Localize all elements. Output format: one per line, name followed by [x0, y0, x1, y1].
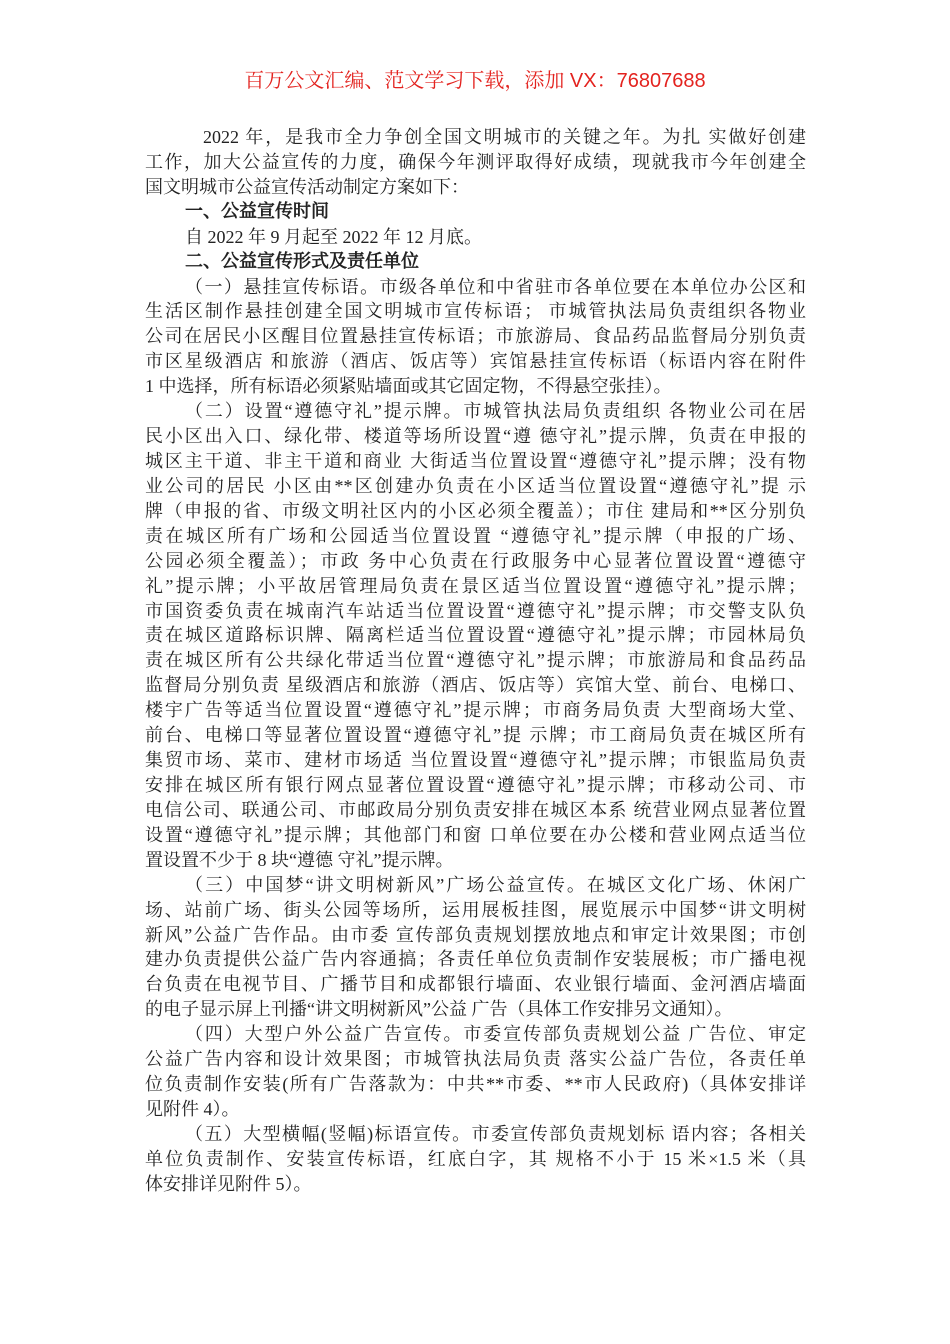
- text-line: 二、公益宣传形式及责任单位: [185, 250, 419, 272]
- text-line: 集贸市场、菜市、建材市场适 当位置设置“遵德守礼”提示牌；市银监局负责: [145, 750, 806, 771]
- text-line: 市国资委负责在城南汽车站适当位置设置“遵德守礼”提示牌；市交警支队负: [145, 600, 806, 621]
- section-heading: [145, 200, 806, 225]
- text-line: 1 中选择，所有标语必须紧贴墙面或其它固定物，不得悬空张挂）。: [145, 376, 672, 397]
- text-line: 生活区制作悬挂创建全国文明城市宣传标语； 市城管执法局负责组织各物业: [145, 301, 806, 322]
- text-line: 责在城区所有广场和公园适当位置设置 “遵德守礼”提示牌（申报的广场、: [145, 525, 806, 546]
- paragraph: [145, 275, 806, 400]
- text-line: 场、站前广场、街头公园等场所，运用展板挂图，展览展示中国梦“讲文明树: [145, 899, 806, 920]
- text-line: 设置“遵德守礼”提示牌；其他部门和窗 口单位要在办公楼和营业网点适当位: [145, 824, 806, 845]
- text-line: 一、公益宣传时间: [185, 200, 329, 222]
- text-line: 体安排详见附件 5）。: [145, 1173, 312, 1194]
- text-line: （二）设置“遵德守礼”提示牌。市城管执法局负责组织 各物业公司在居: [185, 401, 806, 422]
- text-line: 的电子显示屏上刊播“讲文明树新风”公益 广告（具体工作安排另文通知）。: [145, 999, 733, 1020]
- text-line: 楼宇广告等适当位置设置“遵德守礼”提示牌；市商务局负责 大型商场大堂、: [145, 700, 806, 721]
- text-line: 公园必须全覆盖）；市政 务中心负责在行政服务中心显著位置设置“遵德守: [145, 550, 806, 571]
- text-line: （三）中国梦“讲文明树新风”广场公益宣传。在城区文化广场、休闲广: [185, 874, 806, 895]
- text-line: 前台、电梯口等显著位置设置“遵德守礼”提 示牌；市工商局负责在城区所有: [145, 725, 806, 746]
- text-line: 城区主干道、非主干道和商业 大街适当位置设置“遵德守礼”提示牌；没有物: [145, 450, 806, 471]
- text-line: 国文明城市公益宣传活动制定方案如下：: [145, 176, 469, 197]
- text-line: 责在城区道路标识牌、隔离栏适当位置设置“遵德守礼”提示牌；市园林局负: [145, 625, 806, 646]
- text-line: 置设置不少于 8 块“遵德 守礼”提示牌。: [145, 849, 454, 870]
- text-line: （五）大型横幅(竖幅)标语宣传。市委宣传部负责规划标 语内容；各相关: [185, 1123, 806, 1144]
- text-line: 民小区出入口、绿化带、楼道等场所设置“遵 德守礼”提示牌，负责在申报的: [145, 426, 806, 447]
- text-line: 业公司的居民 小区由**区创建办负责在小区适当位置设置“遵德守礼”提 示: [145, 475, 806, 496]
- text-line: 责在城区所有公共绿化带适当位置“遵德守礼”提示牌；市旅游局和食品药品: [145, 650, 806, 671]
- text-line: 见附件 4）。: [145, 1098, 240, 1119]
- document-body: [145, 125, 806, 1197]
- text-line: 牌（申报的省、市级文明社区内的小区必须全覆盖）；市住 建局和**区分别负: [145, 500, 806, 521]
- text-line: 市区星级酒店 和旅游（酒店、饭店等）宾馆悬挂宣传标语（标语内容在附件: [145, 351, 806, 372]
- paragraph: [145, 399, 806, 873]
- paragraph: [145, 1022, 806, 1122]
- text-line: 台负责在电视节目、广播节目和成都银行墙面、农业银行墙面、金河酒店墙面: [145, 974, 806, 995]
- text-line: 建办负责提供公益广告内容通搞；各责任单位负责制作安装展板；市广播电视: [145, 949, 806, 970]
- text-line: 工作，加大公益宣传的力度，确保今年测评取得好成绩，现就我市今年创建全: [145, 151, 806, 172]
- text-line: 公司在居民小区醒目位置悬挂宣传标语；市旅游局、食品药品监督局分别负责: [145, 326, 806, 347]
- text-line: 监督局分别负责 星级酒店和旅游（酒店、饭店等）宾馆大堂、前台、电梯口、: [145, 675, 806, 696]
- text-line: 公益广告内容和设计效果图；市城管执法局负责 落实公益广告位，各责任单: [145, 1049, 806, 1070]
- paragraph: [145, 125, 806, 200]
- text-line: 2022 年，是我市全力争创全国文明城市的关键之年。为扎 实做好创建: [203, 127, 806, 147]
- paragraph: [145, 873, 806, 1023]
- text-line: 电信公司、联通公司、市邮政局分别负责安排在城区本系 统营业网点显著位置: [145, 799, 806, 820]
- text-line: （四）大型户外公益广告宣传。市委宣传部负责规划公益 广告位、审定: [185, 1024, 806, 1045]
- paragraph: [145, 1122, 806, 1197]
- paragraph: [145, 225, 806, 250]
- text-line: 礼”提示牌；小平故居管理局负责在景区适当位置设置“遵德守礼”提示牌；: [145, 575, 806, 596]
- text-line: 新风”公益广告作品。由市委 宣传部负责规划摆放地点和审定计效果图；市创: [145, 924, 806, 945]
- text-line: （一）悬挂宣传标语。市级各单位和中省驻市各单位要在本单位办公区和: [185, 276, 806, 297]
- text-line: 单位负责制作、安装宣传标语，红底白字，其 规格不小于 15 米×1.5 米（具: [145, 1148, 806, 1169]
- watermark-header: 百万公文汇编、范文学习下载，添加 VX：76807688: [244, 70, 706, 92]
- section-heading: [145, 250, 806, 275]
- text-line: 位负责制作安装(所有广告落款为：中共**市委、**市人民政府)（具体安排详: [145, 1074, 806, 1095]
- text-line: 安排在城区所有银行网点显著位置设置“遵德守礼”提示牌；市移动公司、市: [145, 774, 806, 795]
- text-line: 自 2022 年 9 月起至 2022 年 12 月底。: [185, 226, 482, 247]
